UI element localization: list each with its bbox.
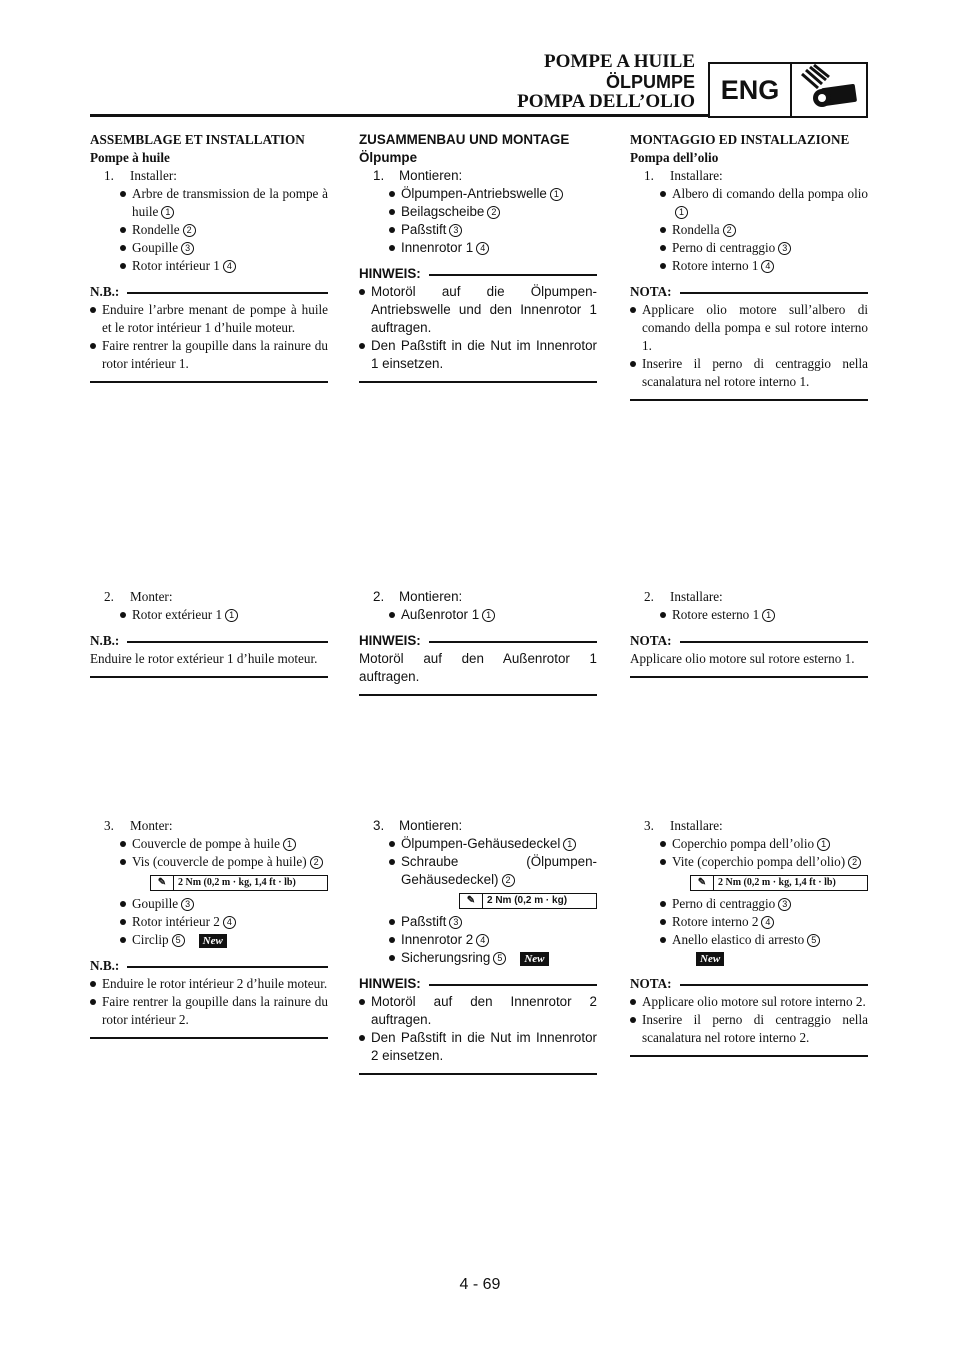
list-item: Arbre de transmission de la pompe à huile 1 [90,185,328,221]
fr-step3: 3. Monter: [104,818,173,833]
wrench-icon: ✎ [460,894,483,908]
page-number: 4 - 69 [459,1276,501,1293]
note-end-rule [90,1037,328,1039]
callout-marker: 4 [223,260,236,273]
list-item: Innenrotor 1 4 [359,239,597,257]
callout-marker: 1 [550,188,563,201]
list-item: Faire rentrer la goupille dans la rainure du rotor intérieur 1. [90,337,328,373]
callout-marker: 3 [449,224,462,237]
callout-marker: 3 [449,916,462,929]
fr-note1-header: N.B.: [90,283,328,301]
fr-step2: 2. Monter: [104,589,173,604]
it-block-2 [630,588,868,678]
torque-spec: ✎ 2 Nm (0,2 m · kg, 1,4 ft · lb) [150,875,328,891]
note-end-rule [630,1055,868,1057]
section-badge [708,62,868,118]
list-item: Ölpumpen-Gehäusedeckel 1 [359,835,597,853]
fr-note3-header: N.B.: [90,957,328,975]
de-block-2 [359,588,597,696]
callout-marker: 1 [563,838,576,851]
de-note3-header: HINWEIS: [359,975,597,993]
callout-marker: 3 [181,898,194,911]
list-item: Den Paßstift in die Nut im Innenrotor 1 einsetzen. [359,337,597,373]
fr-block-3 [90,817,328,1039]
it-section-title: MONTAGGIO ED INSTALLAZIONE [630,132,850,147]
callout-marker: 3 [181,242,194,255]
list-item: Couvercle de pompe à huile 1 [90,835,328,853]
de-step1: 1. Montieren: [373,168,463,183]
header-title-it: POMPA DELL’OLIO [517,91,695,112]
list-item: Paßstift 3 [359,913,597,931]
list-item: Rotore interno 2 4 [630,913,868,931]
note-end-rule [90,381,328,383]
list-item: Enduire l’arbre menant de pompe à huile et le rotor intérieur 1 d’huile moteur. [90,301,328,337]
callout-marker: 2 [723,224,736,237]
de-section-title: ZUSAMMENBAU UND MONTAGE [359,132,570,147]
callout-marker: 2 [848,856,861,869]
fr-block-1 [90,131,328,383]
fr-section-title: ASSEMBLAGE ET INSTALLATION [90,132,305,147]
de-block-3 [359,817,597,1075]
fr-block-2 [90,588,328,678]
list-item: Den Paßstift in die Nut im Innenrotor 2 einsetzen. [359,1029,597,1065]
callout-marker: 1 [482,609,495,622]
it-note2-header: NOTA: [630,632,868,650]
list-item: Innenrotor 2 4 [359,931,597,949]
list-item: Perno di centraggio 3 [630,239,868,257]
de-note1-header: HINWEIS: [359,265,597,283]
callout-marker: 1 [675,206,688,219]
callout-marker: 2 [183,224,196,237]
callout-marker: 3 [778,898,791,911]
callout-marker: 2 [487,206,500,219]
it-note1-header: NOTA: [630,283,868,301]
list-item: Außenrotor 1 1 [359,606,597,624]
list-item: Beilagscheibe 2 [359,203,597,221]
de-block-1 [359,131,597,383]
de-note2-header: HINWEIS: [359,632,597,650]
callout-marker: 4 [476,242,489,255]
list-item: Enduire le rotor intérieur 2 d’huile moteur. [90,975,328,993]
callout-marker: 1 [161,206,174,219]
list-item: Inserire il perno di centraggio nella scanalatura nel rotore interno 1. [630,355,868,391]
it-step1: 1. Installare: [644,168,723,183]
callout-marker: 1 [817,838,830,851]
new-part-badge: New [696,952,724,966]
callout-marker: 4 [223,916,236,929]
it-step3: 3. Installare: [644,818,723,833]
wrench-icon: ✎ [691,876,714,890]
list-item: Rotor intérieur 2 4 [90,913,328,931]
list-item: Rondella 2 [630,221,868,239]
torque-spec: ✎ 2 Nm (0,2 m · kg, 1,4 ft · lb) [690,875,868,891]
it-note2-text: Applicare olio motore sul rotore esterno 1. [630,651,855,666]
new-part-badge: New [520,952,548,966]
list-item: Applicare olio motore sul rotore interno 2. [630,993,868,1011]
it-note3-header: NOTA: [630,975,868,993]
callout-marker: 3 [778,242,791,255]
list-item: Rotor extérieur 1 1 [90,606,328,624]
de-step2: 2. Montieren: [373,589,463,604]
fr-subtitle: Pompe à huile [90,150,170,165]
list-item: Vis (couvercle de pompe à huile) 2 [90,853,328,871]
list-item: Motoröl auf den Innenrotor 2 auftragen. [359,993,597,1029]
it-subtitle: Pompa dell’olio [630,150,719,165]
list-item: Goupille 3 [90,895,328,913]
list-item: Rotor intérieur 1 4 [90,257,328,275]
list-item: Vite (coperchio pompa dell’olio) 2 [630,853,868,871]
list-item: Faire rentrer la goupille dans la rainure du rotor intérieur 2. [90,993,328,1029]
callout-marker: 4 [476,934,489,947]
fr-note2-header: N.B.: [90,632,328,650]
callout-marker: 1 [762,609,775,622]
callout-marker: 1 [225,609,238,622]
engine-icon [790,64,868,116]
header-title-de: ÖLPUMPE [605,72,695,92]
list-item: Motoröl auf die Ölpumpen-Antriebswelle und den Innenrotor 1 auftragen. [359,283,597,337]
list-item: Rotore esterno 1 1 [630,606,868,624]
list-item: Rondelle 2 [90,221,328,239]
page-header-titles [517,52,695,112]
note-end-rule [90,676,328,678]
list-item: Rotore interno 1 4 [630,257,868,275]
fr-note2-text: Enduire le rotor extérieur 1 d’huile moteur. [90,651,318,666]
it-block-1 [630,131,868,401]
new-part-badge: New [199,934,227,948]
new-badge-row [630,949,868,967]
list-item: Applicare olio motore sull’albero di comando della pompa e sul rotore interno 1. [630,301,868,355]
callout-marker: 2 [310,856,323,869]
callout-marker: 1 [283,838,296,851]
de-note2-text: Motoröl auf den Außenrotor 1 auftragen. [359,651,597,684]
note-end-rule [630,399,868,401]
de-subtitle: Ölpumpe [359,150,418,165]
it-block-3 [630,817,868,1057]
list-item: Anello elastico di arresto 5 [630,931,868,949]
list-item: Ölpumpen-Antriebswelle 1 [359,185,597,203]
list-item: Albero di comando della pompa olio1 [630,185,868,221]
note-end-rule [359,1073,597,1075]
wrench-icon: ✎ [151,876,174,890]
fr-step1: 1. Installer: [104,168,177,183]
it-step2: 2. Installare: [644,589,723,604]
list-item: Goupille 3 [90,239,328,257]
list-item: Perno di centraggio 3 [630,895,868,913]
section-badge-label: ENG [720,74,780,105]
note-end-rule [359,694,597,696]
note-end-rule [359,381,597,383]
header-title-fr: POMPE A HUILE [544,51,695,72]
callout-marker: 4 [761,260,774,273]
callout-marker: 5 [172,934,185,947]
list-item: Sicherungsring 5 New [359,949,597,967]
callout-marker: 4 [761,916,774,929]
note-end-rule [630,676,868,678]
list-item: Inserire il perno di centraggio nella scanalatura nel rotore interno 2. [630,1011,868,1047]
list-item: Circlip 5 New [90,931,328,949]
list-item: Paßstift 3 [359,221,597,239]
callout-marker: 5 [493,952,506,965]
torque-spec: ✎ 2 Nm (0,2 m · kg) [459,893,597,909]
callout-marker: 2 [502,874,515,887]
list-item: Schraube (Ölpumpen-Gehäusedeckel) 2 [359,853,597,889]
list-item: Coperchio pompa dell’olio 1 [630,835,868,853]
callout-marker: 5 [807,934,820,947]
de-step3: 3. Montieren: [373,818,463,833]
